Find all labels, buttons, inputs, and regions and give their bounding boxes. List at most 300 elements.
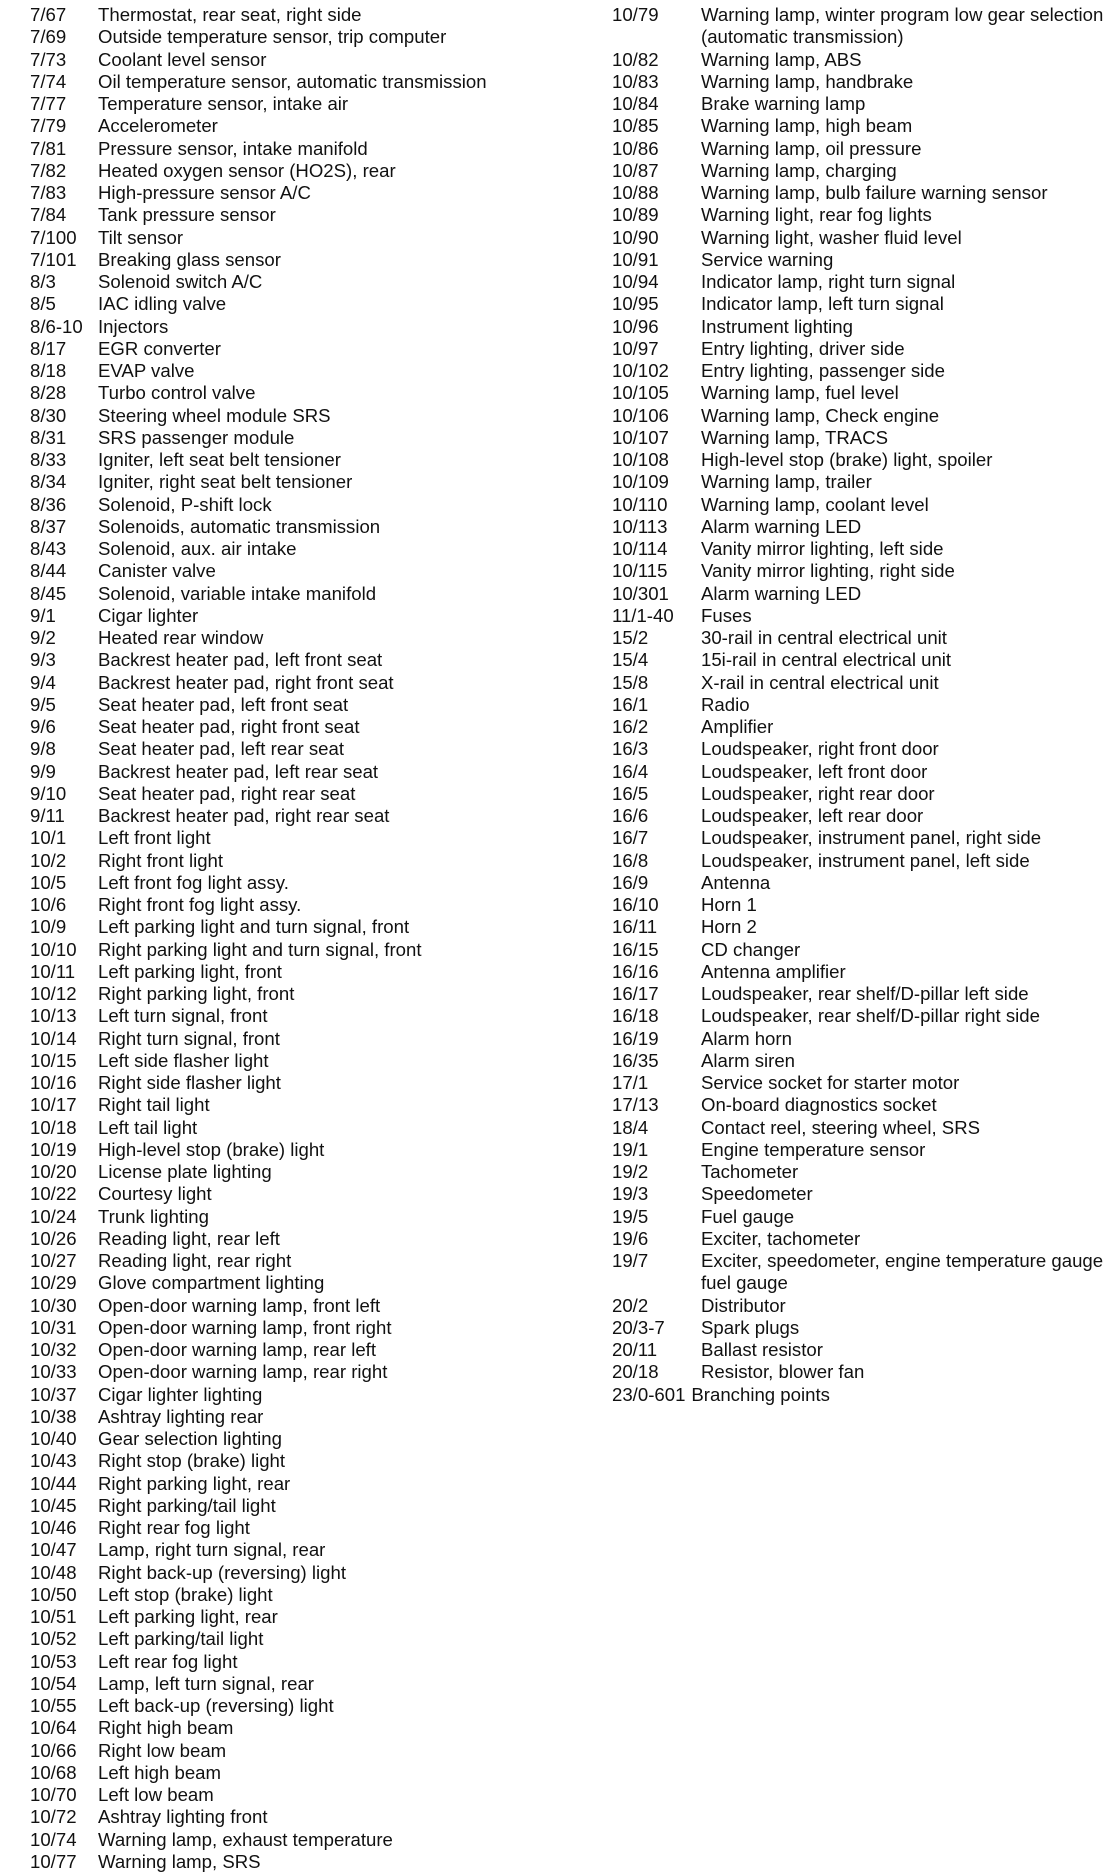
component-description: Seat heater pad, left front seat bbox=[98, 693, 349, 715]
component-code: 10/109 bbox=[612, 471, 669, 493]
legend-entry bbox=[30, 1228, 550, 1250]
component-description: Ballast resistor bbox=[701, 1339, 823, 1360]
component-code: 9/4 bbox=[30, 671, 56, 693]
legend-entry bbox=[612, 1072, 1112, 1094]
legend-column-right bbox=[612, 4, 1112, 1406]
component-description: Warning lamp, Check engine bbox=[701, 404, 940, 426]
legend-entry bbox=[612, 494, 1112, 516]
component-code: 10/14 bbox=[30, 1027, 77, 1049]
legend-entry bbox=[612, 71, 1112, 93]
legend-entry bbox=[30, 1806, 550, 1828]
component-description: Solenoid, aux. air intake bbox=[98, 538, 297, 559]
component-description: Warning lamp, high beam bbox=[701, 115, 913, 137]
component-description: Horn 2 bbox=[701, 916, 757, 938]
component-description: Solenoid switch A/C bbox=[98, 271, 263, 292]
legend-entry bbox=[30, 271, 550, 293]
legend-entry bbox=[30, 1517, 550, 1539]
component-code: 10/115 bbox=[612, 560, 668, 582]
legend-entry bbox=[612, 382, 1112, 404]
component-code: 10/94 bbox=[612, 271, 659, 292]
component-description: Trunk lighting bbox=[98, 1205, 209, 1227]
component-description: Right turn signal, front bbox=[98, 1027, 280, 1049]
component-description: Loudspeaker, instrument panel, left side bbox=[701, 849, 1030, 871]
legend-entry bbox=[30, 516, 550, 538]
component-code: 10/11 bbox=[30, 960, 76, 982]
component-description: Warning lamp, coolant level bbox=[701, 493, 929, 515]
component-description: Amplifier bbox=[701, 716, 774, 737]
component-code: 10/10 bbox=[30, 938, 77, 960]
component-description: Instrument lighting bbox=[701, 315, 853, 337]
component-description: Fuses bbox=[701, 604, 752, 626]
component-description: Contact reel, steering wheel, SRS bbox=[701, 1116, 981, 1138]
component-code: 9/2 bbox=[30, 627, 56, 648]
legend-entry bbox=[30, 1740, 550, 1762]
component-description: Right front fog light assy. bbox=[98, 894, 302, 915]
component-code: 10/40 bbox=[30, 1428, 77, 1449]
component-description: Seat heater pad, left rear seat bbox=[98, 738, 345, 760]
component-description: Open-door warning lamp, rear left bbox=[98, 1339, 377, 1360]
component-description: Brake warning lamp bbox=[701, 93, 866, 114]
component-description: Entry lighting, driver side bbox=[701, 337, 905, 359]
legend-entry bbox=[612, 805, 1112, 827]
component-description: Gear selection lighting bbox=[98, 1428, 282, 1449]
component-code: 16/8 bbox=[612, 849, 649, 871]
component-description: Left side flasher light bbox=[98, 1049, 269, 1071]
component-description: Accelerometer bbox=[98, 115, 218, 137]
component-description: On-board diagnostics socket bbox=[701, 1094, 937, 1116]
legend-entry bbox=[30, 1851, 550, 1873]
legend-entry bbox=[30, 1317, 550, 1339]
legend-entry bbox=[612, 716, 1112, 738]
legend-entry bbox=[30, 71, 550, 93]
component-description: Right front light bbox=[98, 849, 224, 871]
legend-entry bbox=[30, 1829, 550, 1851]
legend-entry bbox=[612, 1384, 1112, 1406]
legend-entry bbox=[612, 49, 1112, 71]
component-description: Radio bbox=[701, 693, 750, 715]
component-description: Alarm horn bbox=[701, 1027, 792, 1049]
component-code: 10/64 bbox=[30, 1717, 77, 1739]
legend-entry bbox=[30, 894, 550, 916]
legend-entry bbox=[30, 1005, 550, 1027]
component-code: 7/79 bbox=[30, 115, 67, 137]
component-code: 10/77 bbox=[30, 1850, 77, 1872]
legend-entry bbox=[30, 138, 550, 160]
legend-entry bbox=[30, 382, 550, 404]
legend-entry bbox=[30, 1206, 550, 1228]
component-description: Glove compartment lighting bbox=[98, 1272, 325, 1294]
legend-entry bbox=[30, 1628, 550, 1650]
component-code: 20/18 bbox=[612, 1361, 659, 1383]
component-code: 10/88 bbox=[612, 182, 659, 203]
component-code: 10/108 bbox=[612, 449, 669, 470]
legend-entry bbox=[612, 649, 1112, 671]
component-code: 10/6 bbox=[30, 894, 67, 915]
component-code: 16/15 bbox=[612, 938, 659, 960]
component-code: 10/102 bbox=[612, 360, 669, 381]
component-code: 16/9 bbox=[612, 871, 649, 893]
component-description: Warning light, washer fluid level bbox=[701, 226, 962, 248]
legend-entry bbox=[612, 583, 1112, 605]
component-code: 10/79 bbox=[612, 4, 659, 25]
component-description: Seat heater pad, right front seat bbox=[98, 716, 360, 737]
component-code: 8/36 bbox=[30, 493, 67, 515]
component-description: 15i-rail in central electrical unit bbox=[701, 649, 952, 671]
component-code: 10/95 bbox=[612, 293, 659, 315]
component-description: Antenna amplifier bbox=[701, 960, 846, 982]
component-description: Left back-up (reversing) light bbox=[98, 1695, 334, 1716]
component-code: 16/10 bbox=[612, 894, 659, 915]
component-code: 16/11 bbox=[612, 916, 658, 938]
legend-entry bbox=[30, 1584, 550, 1606]
component-description: Fuel gauge bbox=[701, 1205, 795, 1227]
component-description: Left low beam bbox=[98, 1784, 214, 1805]
component-code: 10/46 bbox=[30, 1517, 77, 1538]
legend-entry bbox=[612, 894, 1112, 916]
component-description: Left high beam bbox=[98, 1761, 222, 1783]
component-description: Warning lamp, TRACS bbox=[701, 426, 889, 448]
component-code: 10/82 bbox=[612, 48, 659, 70]
component-description: Right tail light bbox=[98, 1094, 210, 1116]
component-description: Coolant level sensor bbox=[98, 48, 267, 70]
component-description: Service socket for starter motor bbox=[701, 1072, 960, 1093]
legend-entry bbox=[30, 1717, 550, 1739]
component-description: Tank pressure sensor bbox=[98, 204, 276, 226]
legend-entry bbox=[30, 1361, 550, 1383]
component-code: 16/6 bbox=[612, 805, 649, 826]
component-code: 16/17 bbox=[612, 983, 659, 1004]
legend-entry bbox=[30, 1139, 550, 1161]
component-code: 10/53 bbox=[30, 1650, 77, 1672]
component-description: Right parking/tail light bbox=[98, 1494, 276, 1516]
legend-entry bbox=[612, 916, 1112, 938]
legend-entry bbox=[30, 1161, 550, 1183]
component-code: 19/5 bbox=[612, 1205, 649, 1227]
component-code: 10/26 bbox=[30, 1227, 77, 1249]
component-description: Tilt sensor bbox=[98, 226, 184, 248]
component-code: 8/28 bbox=[30, 382, 67, 404]
component-code: 10/38 bbox=[30, 1405, 77, 1427]
component-description: Loudspeaker, left rear door bbox=[701, 805, 924, 826]
component-code: 10/87 bbox=[612, 159, 659, 181]
component-description: Warning lamp, ABS bbox=[701, 48, 862, 70]
component-description: Exciter, tachometer bbox=[701, 1227, 861, 1249]
component-description: Heated rear window bbox=[98, 627, 264, 648]
legend-entry bbox=[612, 672, 1112, 694]
legend-entry bbox=[612, 338, 1112, 360]
component-code: 10/55 bbox=[30, 1695, 77, 1716]
component-code: 7/82 bbox=[30, 159, 67, 181]
component-code: 7/84 bbox=[30, 204, 67, 226]
legend-entry bbox=[30, 93, 550, 115]
legend-entry bbox=[30, 649, 550, 671]
component-code: 20/11 bbox=[612, 1339, 658, 1360]
legend-entry bbox=[612, 93, 1112, 115]
component-description: SRS passenger module bbox=[98, 426, 295, 448]
legend-entry bbox=[30, 1651, 550, 1673]
legend-entry bbox=[30, 1028, 550, 1050]
legend-entry bbox=[30, 1295, 550, 1317]
component-code: 8/43 bbox=[30, 538, 67, 559]
component-description: Right stop (brake) light bbox=[98, 1450, 286, 1472]
component-code: 7/67 bbox=[30, 4, 67, 25]
component-code: 10/54 bbox=[30, 1672, 77, 1694]
legend-entry bbox=[30, 827, 550, 849]
legend-entry bbox=[612, 1050, 1112, 1072]
component-code: 10/105 bbox=[612, 382, 669, 404]
component-description: 30-rail in central electrical unit bbox=[701, 627, 947, 648]
legend-entry bbox=[612, 761, 1112, 783]
component-code: 16/4 bbox=[612, 760, 649, 782]
component-code: 16/3 bbox=[612, 738, 649, 760]
component-code: 8/44 bbox=[30, 560, 67, 582]
component-code: 10/83 bbox=[612, 70, 659, 92]
component-description: Left turn signal, front bbox=[98, 1005, 268, 1027]
legend-entry bbox=[30, 471, 550, 493]
component-code: 10/24 bbox=[30, 1205, 77, 1227]
component-description: Loudspeaker, rear shelf/D-pillar left side bbox=[701, 983, 1029, 1004]
component-description: Horn 1 bbox=[701, 894, 757, 915]
component-description: Warning lamp, handbrake bbox=[701, 70, 914, 92]
legend-entry bbox=[612, 961, 1112, 983]
component-code: 10/17 bbox=[30, 1094, 77, 1116]
component-description: Indicator lamp, left turn signal bbox=[701, 293, 944, 315]
component-code: 9/6 bbox=[30, 716, 56, 737]
legend-entry bbox=[30, 872, 550, 894]
legend-entry bbox=[30, 738, 550, 760]
component-description: Igniter, left seat belt tensioner bbox=[98, 449, 341, 470]
component-description: Left stop (brake) light bbox=[98, 1583, 273, 1605]
component-description: Right low beam bbox=[98, 1739, 227, 1761]
legend-entry bbox=[30, 338, 550, 360]
component-code: 10/27 bbox=[30, 1250, 77, 1271]
legend-entry bbox=[30, 26, 550, 48]
component-code: 10/2 bbox=[30, 849, 67, 871]
legend-entry bbox=[612, 4, 1112, 49]
legend-entry bbox=[612, 827, 1112, 849]
component-code: 16/18 bbox=[612, 1005, 659, 1027]
legend-entry bbox=[612, 1117, 1112, 1139]
component-description: Right parking light and turn signal, front bbox=[98, 938, 422, 960]
component-description: Right back-up (reversing) light bbox=[98, 1561, 347, 1583]
component-description: Reading light, rear right bbox=[98, 1250, 292, 1271]
component-code: 16/1 bbox=[612, 693, 649, 715]
component-code: 16/19 bbox=[612, 1027, 659, 1049]
legend-entry bbox=[30, 1272, 550, 1294]
component-code: 18/4 bbox=[612, 1116, 649, 1138]
legend-entry bbox=[612, 560, 1112, 582]
legend-entry bbox=[612, 360, 1112, 382]
component-description: Antenna bbox=[701, 871, 771, 893]
legend-entry bbox=[612, 872, 1112, 894]
legend-entry bbox=[30, 783, 550, 805]
component-code: 7/69 bbox=[30, 26, 67, 48]
component-code: 7/100 bbox=[30, 226, 77, 248]
component-description: Solenoid, P-shift lock bbox=[98, 493, 272, 515]
component-description: Left parking light, rear bbox=[98, 1606, 278, 1627]
component-code: 10/301 bbox=[612, 582, 669, 604]
component-description: Warning lamp, winter program low gear selection (automatic transmission) bbox=[701, 4, 1104, 48]
legend-entry bbox=[612, 1361, 1112, 1383]
component-code: 10/30 bbox=[30, 1294, 77, 1316]
component-code: 10/18 bbox=[30, 1116, 77, 1138]
component-code: 10/110 bbox=[612, 493, 668, 515]
legend-entry bbox=[612, 694, 1112, 716]
legend-entry bbox=[30, 916, 550, 938]
component-description: Exciter, speedometer, engine temperature gauge fuel gauge bbox=[701, 1250, 1104, 1294]
component-code: 19/1 bbox=[612, 1138, 649, 1160]
component-code: 8/5 bbox=[30, 293, 56, 315]
component-code: 8/18 bbox=[30, 360, 67, 381]
component-description: Open-door warning lamp, rear right bbox=[98, 1361, 388, 1383]
component-description: Ashtray lighting front bbox=[98, 1806, 268, 1828]
legend-entry bbox=[612, 1339, 1112, 1361]
component-code: 10/13 bbox=[30, 1005, 77, 1027]
legend-entry bbox=[612, 983, 1112, 1005]
component-description: Distributor bbox=[701, 1294, 786, 1316]
legend-entry bbox=[612, 1228, 1112, 1250]
component-description: Backrest heater pad, left rear seat bbox=[98, 760, 379, 782]
legend-entry bbox=[612, 1161, 1112, 1183]
legend-entry bbox=[30, 160, 550, 182]
component-code: 16/5 bbox=[612, 782, 649, 804]
legend-entry bbox=[30, 494, 550, 516]
component-code: 10/68 bbox=[30, 1761, 77, 1783]
legend-entry bbox=[30, 805, 550, 827]
component-code: 10/45 bbox=[30, 1494, 77, 1516]
component-code: 10/48 bbox=[30, 1561, 77, 1583]
legend-entry bbox=[30, 1673, 550, 1695]
component-code: 7/101 bbox=[30, 248, 77, 270]
component-code: 8/34 bbox=[30, 471, 67, 493]
legend-entry bbox=[30, 360, 550, 382]
legend-entry bbox=[30, 1428, 550, 1450]
legend-entry bbox=[30, 961, 550, 983]
component-code: 10/86 bbox=[612, 137, 659, 159]
legend-entry bbox=[30, 49, 550, 71]
legend-entry bbox=[612, 939, 1112, 961]
component-description: Lamp, left turn signal, rear bbox=[98, 1672, 314, 1694]
component-description: Alarm warning LED bbox=[701, 582, 862, 604]
legend-entry bbox=[30, 1784, 550, 1806]
legend-entry bbox=[30, 405, 550, 427]
component-code: 10/113 bbox=[612, 515, 668, 537]
component-description: Solenoids, automatic transmission bbox=[98, 515, 381, 537]
component-description: High-pressure sensor A/C bbox=[98, 182, 311, 203]
component-code: 9/3 bbox=[30, 649, 56, 671]
component-description: Right parking light, front bbox=[98, 983, 295, 1004]
component-description: Left parking light and turn signal, front bbox=[98, 916, 410, 938]
component-description: Spark plugs bbox=[701, 1316, 800, 1338]
legend-entry bbox=[612, 271, 1112, 293]
component-code: 8/31 bbox=[30, 426, 67, 448]
legend-entry bbox=[30, 249, 550, 271]
component-description: Speedometer bbox=[701, 1183, 813, 1205]
component-code: 10/52 bbox=[30, 1628, 77, 1650]
legend-entry bbox=[612, 1295, 1112, 1317]
component-description: Pressure sensor, intake manifold bbox=[98, 137, 368, 159]
component-code: 7/83 bbox=[30, 182, 67, 203]
component-code: 20/2 bbox=[612, 1294, 649, 1316]
component-description: Cigar lighter bbox=[98, 604, 199, 626]
component-description: Warning lamp, exhaust temperature bbox=[98, 1828, 393, 1850]
component-description: Entry lighting, passenger side bbox=[701, 360, 945, 381]
component-code: 10/114 bbox=[612, 538, 668, 559]
component-code: 10/89 bbox=[612, 204, 659, 226]
component-code: 8/33 bbox=[30, 449, 67, 470]
component-code: 10/85 bbox=[612, 115, 659, 137]
component-description: Alarm warning LED bbox=[701, 515, 862, 537]
component-description: Oil temperature sensor, automatic transmission bbox=[98, 70, 487, 92]
legend-entry bbox=[30, 983, 550, 1005]
component-description: Seat heater pad, right rear seat bbox=[98, 782, 356, 804]
component-code: 15/4 bbox=[612, 649, 649, 671]
component-description: Backrest heater pad, right front seat bbox=[98, 671, 394, 693]
legend-entry bbox=[30, 204, 550, 226]
component-description: Vanity mirror lighting, left side bbox=[701, 538, 944, 559]
legend-entry bbox=[30, 716, 550, 738]
component-code: 10/44 bbox=[30, 1472, 77, 1494]
component-description: Solenoid, variable intake manifold bbox=[98, 582, 377, 604]
component-description: Canister valve bbox=[98, 560, 216, 582]
legend-entry bbox=[612, 850, 1112, 872]
component-description: Left front light bbox=[98, 827, 211, 849]
component-description: Engine temperature sensor bbox=[701, 1138, 926, 1160]
component-description: High-level stop (brake) light bbox=[98, 1138, 325, 1160]
component-code: 10/84 bbox=[612, 93, 659, 114]
component-description: Lamp, right turn signal, rear bbox=[98, 1539, 326, 1561]
legend-entry bbox=[30, 1183, 550, 1205]
component-code: 10/20 bbox=[30, 1161, 77, 1182]
component-code: 10/22 bbox=[30, 1183, 77, 1205]
component-code: 10/37 bbox=[30, 1383, 77, 1405]
legend-entry bbox=[612, 1317, 1112, 1339]
component-code: 15/2 bbox=[612, 627, 649, 648]
component-code: 10/9 bbox=[30, 916, 67, 938]
component-code: 17/1 bbox=[612, 1072, 649, 1093]
component-code: 10/96 bbox=[612, 315, 659, 337]
component-description: Service warning bbox=[701, 248, 834, 270]
legend-entry bbox=[612, 427, 1112, 449]
component-description: Loudspeaker, rear shelf/D-pillar right side bbox=[701, 1005, 1040, 1027]
component-code: 8/30 bbox=[30, 404, 67, 426]
component-code: 10/51 bbox=[30, 1606, 77, 1627]
legend-entry bbox=[612, 1206, 1112, 1228]
component-description: Left parking/tail light bbox=[98, 1628, 264, 1650]
legend-entry bbox=[30, 1050, 550, 1072]
legend-entry bbox=[612, 1094, 1112, 1116]
legend-entry bbox=[612, 627, 1112, 649]
component-description: Open-door warning lamp, front right bbox=[98, 1316, 392, 1338]
component-description: Warning lamp, oil pressure bbox=[701, 137, 922, 159]
component-code: 10/5 bbox=[30, 871, 67, 893]
component-description: EGR converter bbox=[98, 337, 221, 359]
component-description: Heated oxygen sensor (HO2S), rear bbox=[98, 159, 396, 181]
legend-entry bbox=[30, 672, 550, 694]
component-code: 10/1 bbox=[30, 827, 67, 849]
component-code: 16/35 bbox=[612, 1049, 659, 1071]
component-description: Right high beam bbox=[98, 1717, 234, 1739]
component-description: Left tail light bbox=[98, 1116, 198, 1138]
component-description: Warning lamp, fuel level bbox=[701, 382, 899, 404]
component-description: Warning lamp, SRS bbox=[98, 1850, 261, 1872]
component-description: Open-door warning lamp, front left bbox=[98, 1294, 381, 1316]
component-code: 10/19 bbox=[30, 1138, 77, 1160]
component-description: Temperature sensor, intake air bbox=[98, 93, 349, 114]
component-code: 10/91 bbox=[612, 248, 659, 270]
legend-entry bbox=[612, 1250, 1112, 1295]
component-description: IAC idling valve bbox=[98, 293, 227, 315]
